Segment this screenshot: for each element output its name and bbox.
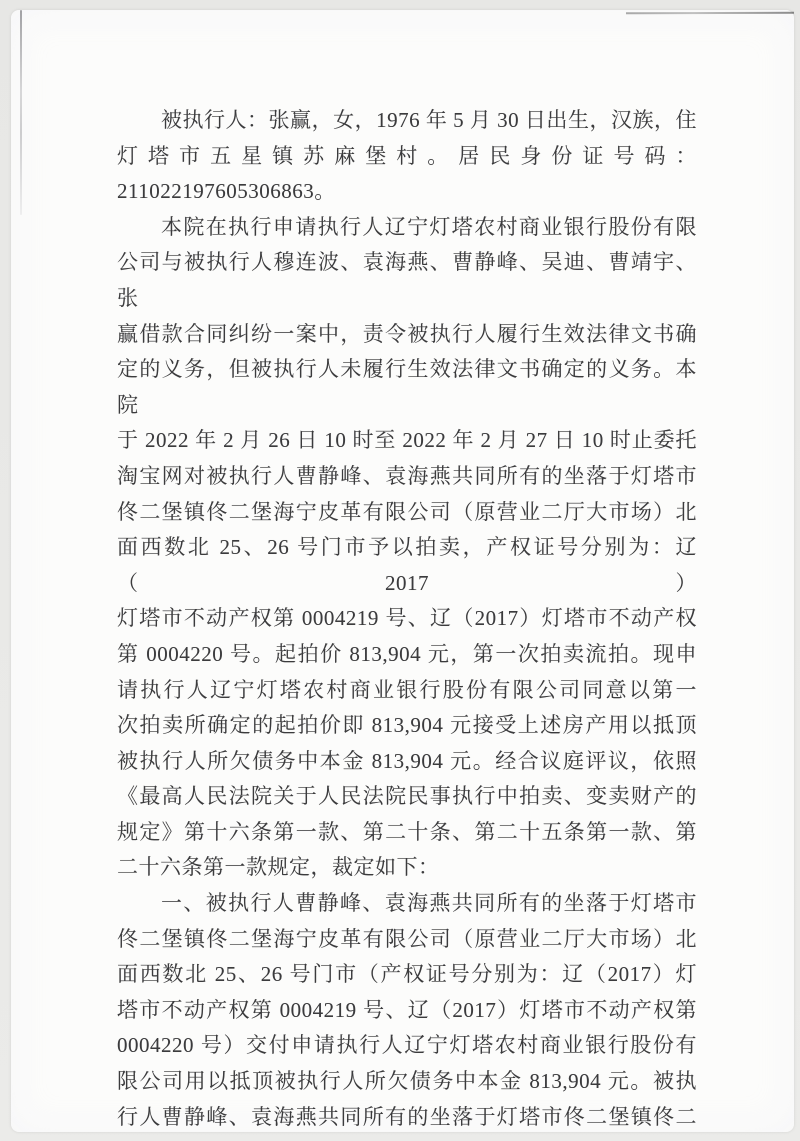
document-line: 二十六条第一款规定，裁定如下： — [117, 855, 440, 880]
document-line: 0004220 号）交付申请执行人辽宁灯塔农村商业银行股份有 — [117, 1033, 697, 1058]
document-line: 于 2022 年 2 月 26 日 10 时至 2022 年 2 月 27 日 10 时止委托 — [117, 428, 697, 453]
document-line: 限公司用以抵顶被执行人所欠债务中本金 813,904 元。被执 — [117, 1069, 697, 1094]
document-line: 赢借款合同纠纷一案中，责令被执行人履行生效法律文书确 — [117, 321, 697, 346]
document-line: 次拍卖所确定的起拍价即 813,904 元接受上述房产用以抵顶 — [117, 713, 697, 738]
document-line: 淘宝网对被执行人曹静峰、袁海燕共同所有的坐落于灯塔市 — [117, 463, 697, 488]
document-line: 211022197605306863。 — [117, 179, 336, 204]
document-line: 被执行人所欠债务中本金 813,904 元。经合议庭评议，依照 — [117, 748, 697, 773]
document-line: 佟二堡镇佟二堡海宁皮革有限公司（原营业二厅大市场）北 — [117, 499, 697, 524]
document-line: 规定》第十六条第一款、第二十条、第二十五条第一款、第 — [117, 819, 697, 844]
document-line: 一、被执行人曹静峰、袁海燕共同所有的坐落于灯塔市 — [161, 891, 697, 916]
document-line: 公司与被执行人穆连波、袁海燕、曹静峰、吴迪、曹靖宇、张 — [117, 250, 697, 310]
document-body-text — [117, 103, 697, 1135]
document-line: 本院在执行申请执行人辽宁灯塔农村商业银行股份有限 — [161, 214, 697, 239]
document-line: 灯塔市五星镇苏麻堡村。居民身份证号码： — [117, 143, 697, 168]
document-line: 定的义务，但被执行人未履行生效法律文书确定的义务。本院 — [117, 357, 697, 417]
document-line: 面西数北 25、26 号门市（产权证号分别为：辽（2017）灯 — [117, 962, 697, 987]
document-line: 行人曹静峰、袁海燕共同所有的坐落于灯塔市佟二堡镇佟二 — [117, 1104, 697, 1129]
document-line: 灯塔市不动产权第 0004219 号、辽（2017）灯塔市不动产权 — [117, 606, 697, 631]
document-line: 塔市不动产权第 0004219 号、辽（2017）灯塔市不动产权第 — [117, 997, 697, 1022]
scan-crease-line — [20, 10, 22, 215]
document-line: 《最高人民法院关于人民法院民事执行中拍卖、变卖财产的 — [117, 784, 697, 809]
document-line: 被执行人：张赢，女，1976 年 5 月 30 日出生，汉族，住 — [161, 108, 697, 132]
document-line: 面西数北 25、26 号门市予以拍卖，产权证号分别为：辽（2017） — [117, 535, 697, 595]
document-page — [11, 10, 794, 1132]
document-line: 第 0004220 号。起拍价 813,904 元，第一次拍卖流拍。现申 — [117, 641, 697, 666]
document-line: 佟二堡镇佟二堡海宁皮革有限公司（原营业二厅大市场）北 — [117, 926, 697, 951]
document-line: 请执行人辽宁灯塔农村商业银行股份有限公司同意以第一 — [117, 677, 697, 702]
scan-edge-line — [626, 12, 794, 14]
